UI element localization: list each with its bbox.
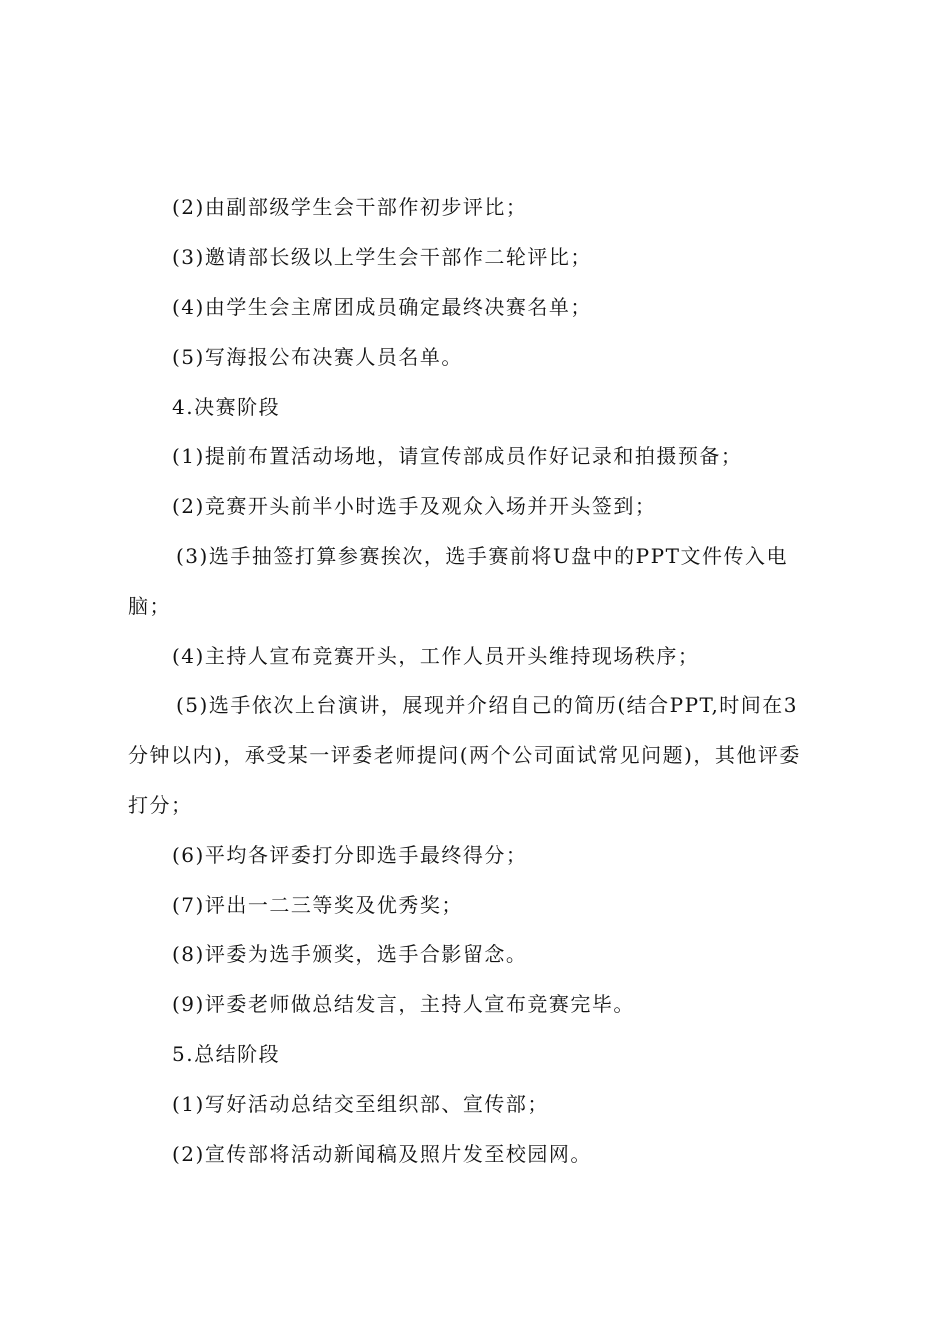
text-line: (2)宣传部将活动新闻稿及照片发至校园网。 bbox=[172, 1142, 592, 1166]
text-line: (5)写海报公布决赛人员名单。 bbox=[172, 345, 463, 369]
text-line: (4)主持人宣布竞赛开头，工作人员开头维持现场秩序； bbox=[172, 644, 700, 668]
text-line: (4)由学生会主席团成员确定最终决赛名单； bbox=[172, 295, 592, 319]
text-line: (6)平均各评委打分即选手最终得分； bbox=[172, 843, 528, 867]
text-line: (7)评出一二三等奖及优秀奖； bbox=[172, 893, 463, 917]
text-line: (8)评委为选手颁奖，选手合影留念。 bbox=[172, 942, 528, 966]
section-heading: 5.总结阶段 bbox=[172, 1042, 281, 1066]
text-line: 分钟以内)，承受某一评委老师提问(两个公司面试常见问题)，其他评委 bbox=[128, 743, 801, 767]
text-line: (1)提前布置活动场地，请宣传部成员作好记录和拍摄预备； bbox=[172, 444, 743, 468]
text-line: (5)选手依次上台演讲，展现并介绍自己的简历(结合PPT,时间在3 bbox=[176, 693, 799, 717]
text-line: (3)选手抽签打算参赛挨次，选手赛前将U盘中的PPT文件传入电 bbox=[176, 544, 788, 568]
text-line: (1)写好活动总结交至组织部、宣传部； bbox=[172, 1092, 549, 1116]
text-line: (2)由副部级学生会干部作初步评比； bbox=[172, 195, 528, 219]
text-line: 打分； bbox=[128, 793, 193, 817]
text-line: 脑； bbox=[128, 594, 171, 618]
text-line: (3)邀请部长级以上学生会干部作二轮评比； bbox=[172, 245, 592, 269]
text-line: (2)竞赛开头前半小时选手及观众入场并开头签到； bbox=[172, 494, 657, 518]
text-line: (9)评委老师做总结发言，主持人宣布竞赛完毕。 bbox=[172, 992, 635, 1016]
section-heading: 4.决赛阶段 bbox=[172, 395, 281, 419]
